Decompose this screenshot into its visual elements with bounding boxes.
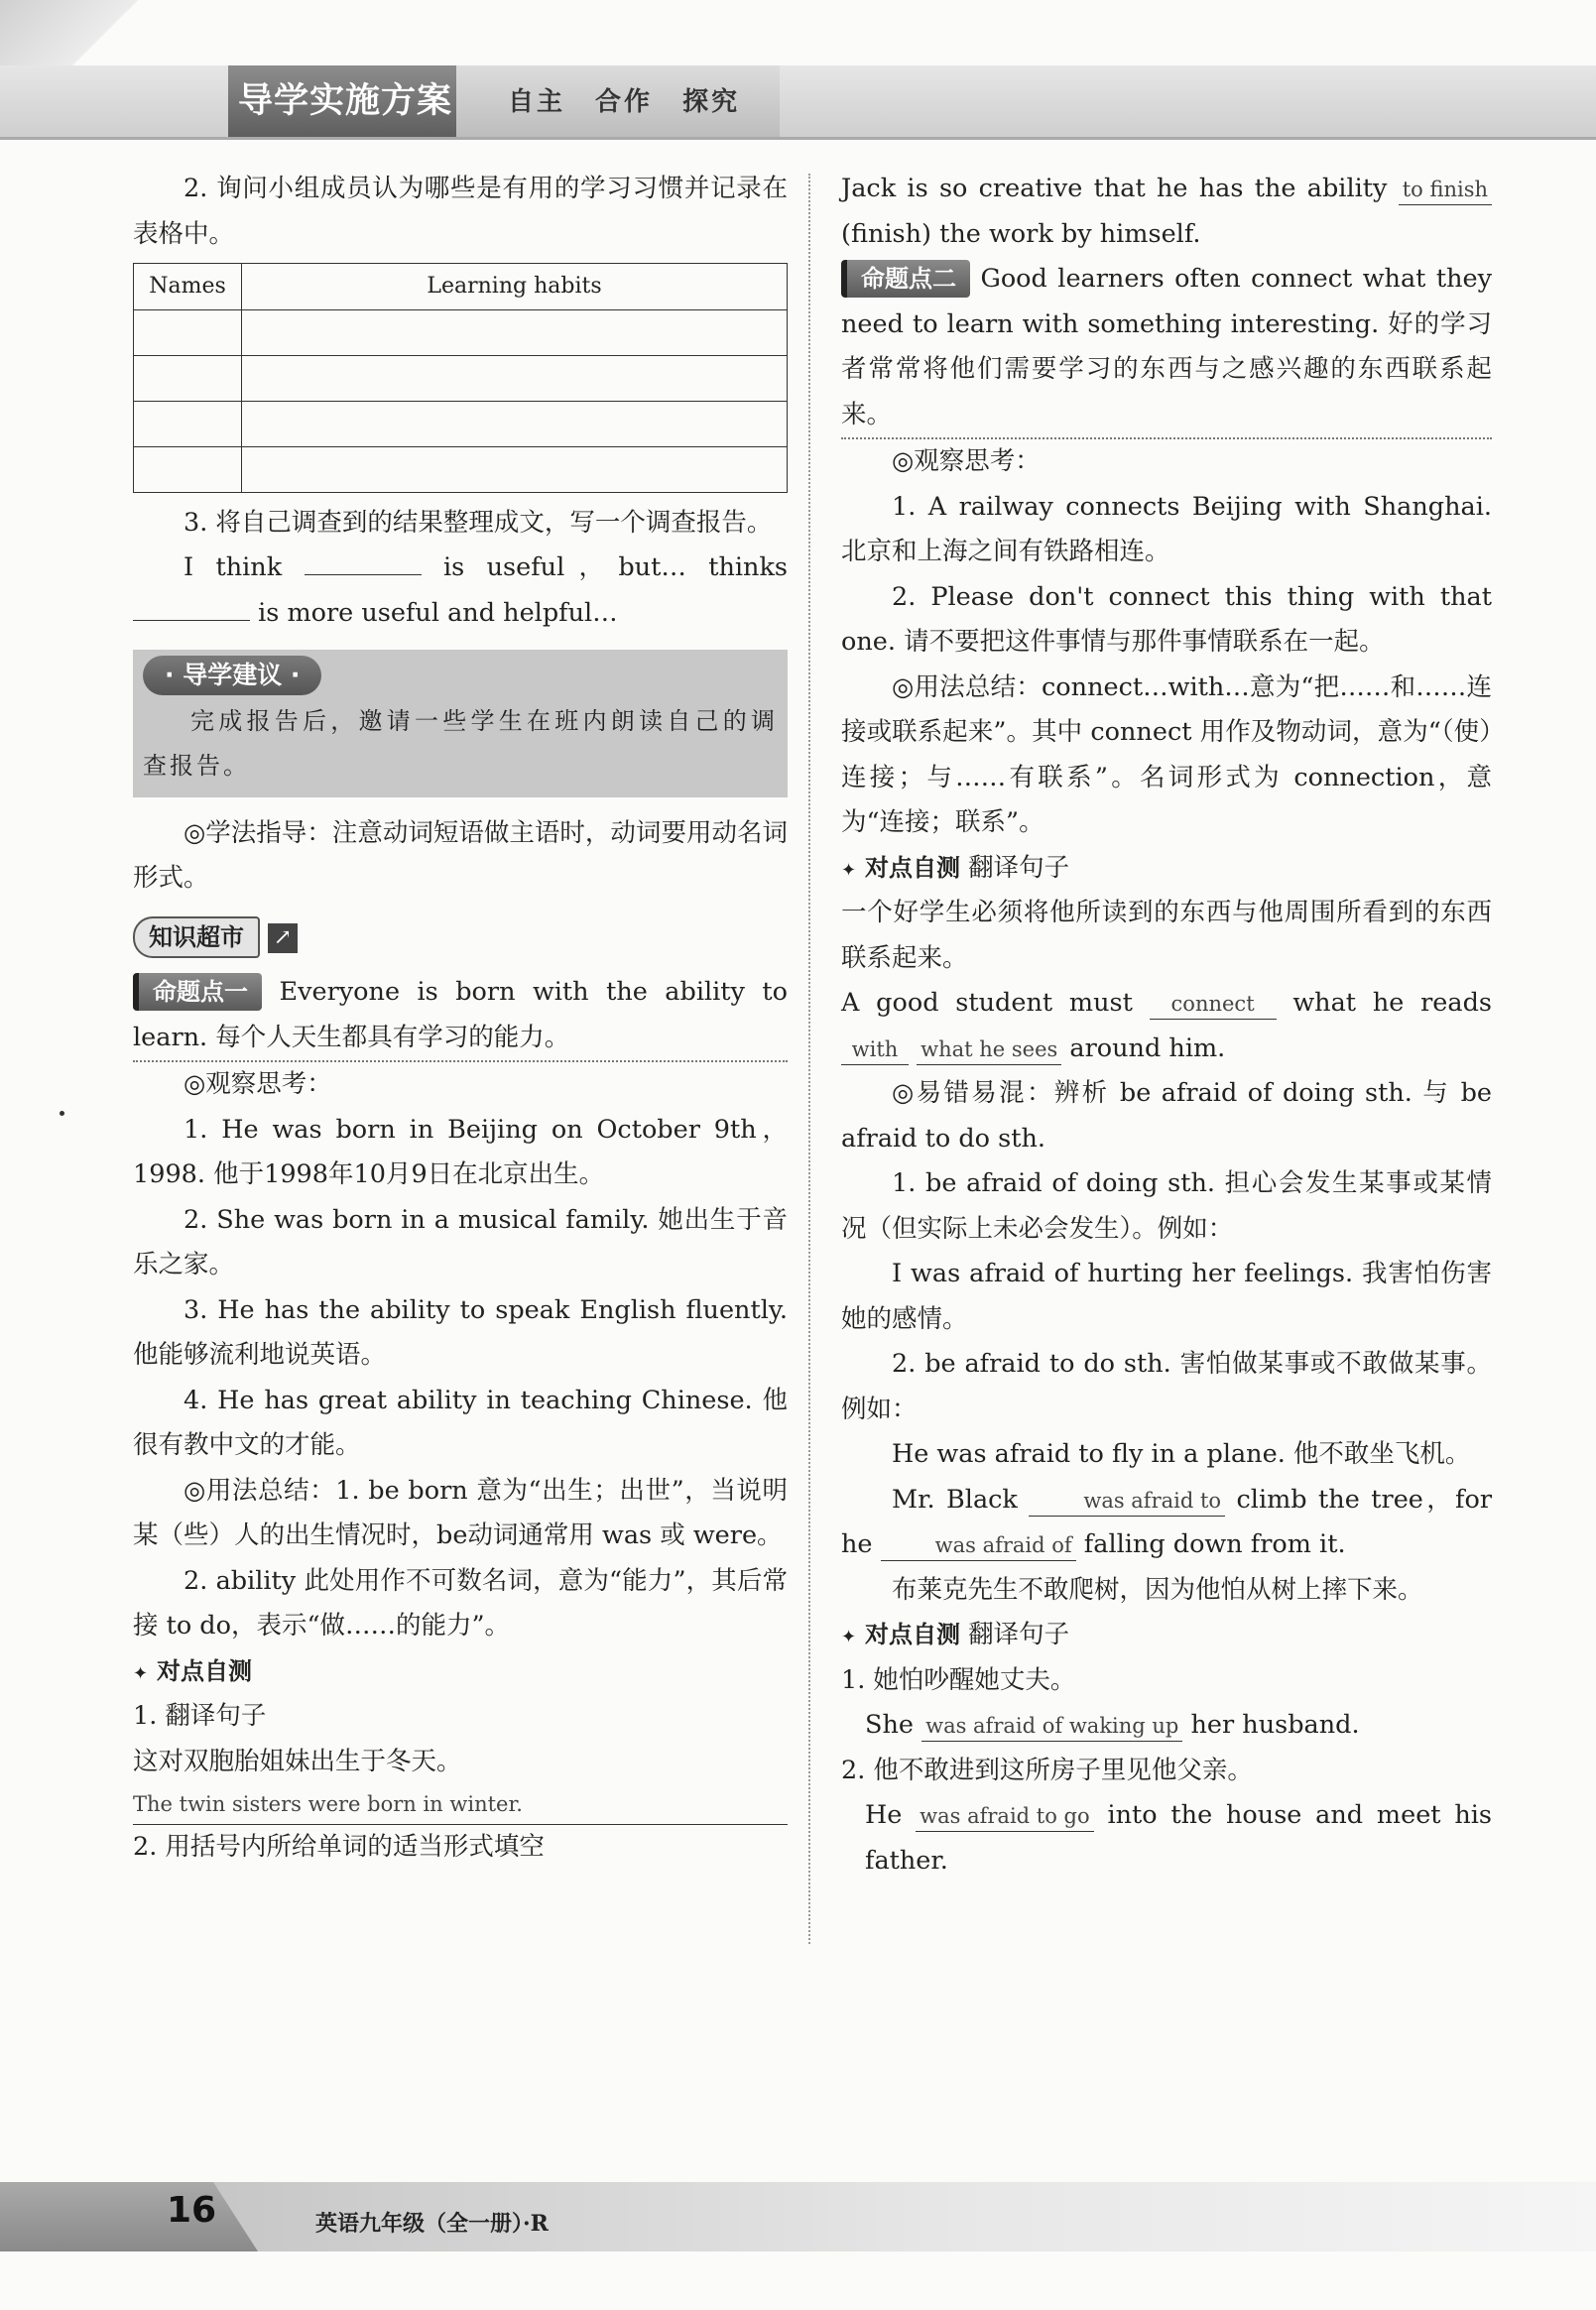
q1-text-a: She [865,1710,914,1740]
report-template [133,546,788,636]
table-row [134,309,788,355]
fill-text-a: Jack is so creative that he has the ability [841,174,1388,203]
report-blank-2[interactable] [133,620,250,621]
task-1-cn: 这对双胞胎姐妹出生于冬天。 [133,1746,462,1776]
sparkle-icon: ✦ [133,1662,149,1684]
table-cell[interactable] [242,401,788,446]
table-cell[interactable] [242,446,788,492]
usage-2: 2. ability 此处用作不可数名词，意为“能力”，其后常接 to do，表示“做……的能力”。 [133,1565,788,1641]
black-sentence [841,1478,1492,1568]
selftest-subtitle-2: 翻译句子 [968,1620,1070,1649]
fill-exercise [841,167,1492,257]
example-1: 1. He was born in Beijing on October 9th，1998. 他于1998年10月9日在北京出生。 [133,1114,788,1189]
selftest-row [133,1649,788,1695]
selftest-tag-3: 对点自测 [865,1621,960,1648]
q1-answer[interactable]: was afraid of waking up [921,1711,1182,1742]
table-cell[interactable] [134,309,242,355]
report-text-a: I think [184,552,283,582]
question-r2: 2. 他不敢进到这所房子里见他父亲。 [841,1755,1253,1785]
header-title: 导学实施方案 [238,81,453,121]
b-text-c: falling down from it. [1083,1529,1346,1559]
observe-heading-2: ◎观察思考： [892,446,1041,476]
method-guide: ◎学法指导：注意动词短语做主语时，动词要用动名词形式。 [133,817,788,893]
example-r1: 1. A railway connects Beijing with Shanghai. 北京和上海之间有铁路相连。 [841,491,1492,566]
header-modes: 自主 合作 探究 [508,87,741,117]
footer-book-title: 英语九年级（全一册）·R [315,2211,549,2237]
usage-1: ◎用法总结：1. be born 意为“出生；出世”，当说明某（些）人的出生情况时，be动词通常用 was 或 were。 [133,1475,788,1550]
b-answer-2[interactable]: was afraid of [881,1530,1076,1561]
confuse-heading: ◎易错易混：辨析 be afraid of doing sth. 与 be afraid to do sth. [841,1078,1492,1154]
example-3: 3. He has the ability to speak English fluently. 他能够流利地说英语。 [133,1294,788,1370]
q2-answer[interactable]: was afraid to go [916,1801,1093,1832]
point-2-cn: 好的学习者常常将他们需要学习的东西与之感兴趣的东西联系起来。 [841,308,1492,429]
header-rule [0,137,1596,140]
table-cell[interactable] [242,355,788,401]
question-2: 2. 询问小组成员认为哪些是有用的学习习惯并记录在表格中。 [133,174,788,249]
tip-label: · 导学建议 · [143,656,321,695]
q1-text-b: her husband. [1190,1710,1360,1740]
s1-text-a: A good student must [841,988,1133,1018]
tip-box [133,650,788,797]
confuse-2-example: He was afraid to fly in a plane. 他不敢坐飞机。 [892,1439,1471,1469]
page-number: 16 [167,2190,217,2231]
table-row [134,355,788,401]
sentence-1 [841,981,1492,1071]
task-1: 1. 翻译句子 [133,1701,267,1731]
stray-dot [60,1111,64,1116]
selftest-tag: 对点自测 [157,1656,252,1685]
question-r1-fill [841,1703,1492,1749]
fill-text-b: (finish) the work by himself. [841,218,1201,249]
footer-page-tab [0,2182,258,2251]
black-sentence-cn: 布莱克先生不敢爬树，因为他怕从树上摔下来。 [892,1574,1423,1605]
s1-answer-3[interactable]: what he sees [917,1034,1061,1065]
table-cell[interactable] [134,355,242,401]
s1-text-b: what he reads [1292,988,1492,1018]
s1-text-c: around him. [1069,1033,1226,1063]
left-column [133,167,788,1871]
s1-answer-2[interactable]: with [841,1034,909,1065]
selftest-subtitle: 翻译句子 [968,852,1070,883]
tip-text: 完成报告后，邀请一些学生在班内朗读自己的调查报告。 [143,706,778,780]
q2-text-b: into the house and meet his father. [865,1800,1493,1876]
habits-table [133,263,788,493]
point-2-tag: 命题点二 [841,260,970,298]
table-header-row [134,264,788,310]
confuse-2: 2. be afraid to do sth. 害怕做某事或不敢做某事。例如： [841,1349,1492,1424]
right-column [841,167,1492,1884]
table-cell[interactable] [134,401,242,446]
sparkle-icon: ✦ [841,1627,857,1647]
point-2-en: Good learners often connect what they need to learn with something interesting. [841,264,1493,339]
question-3: 3. 将自己调查到的结果整理成文，写一个调查报告。 [184,507,773,538]
table-row [134,401,788,446]
selftest-tag-2: 对点自测 [865,853,960,882]
question-r2-fill [841,1793,1492,1884]
example-4: 4. He has great ability in teaching Chinese. 他很有教中文的才能。 [133,1385,788,1460]
point-2 [841,257,1492,439]
habits-header: Learning habits [242,264,788,310]
sentence-1-cn: 一个好学生必须将他所读到的东西与他周围所看到的东西联系起来。 [841,898,1492,973]
report-text-b: is useful，but… thinks [442,552,788,582]
table-cell[interactable] [134,446,242,492]
point-1-en: Everyone is born with the ability to learn. [133,977,788,1052]
observe-heading: ◎观察思考： [184,1069,332,1099]
arrow-icon: ↗ [268,923,298,953]
q2-text-a: He [865,1800,903,1830]
confuse-1: 1. be afraid of doing sth. 担心会发生某事或某情况（但实际上未必会发生）。例如： [841,1168,1492,1244]
b-answer-1[interactable]: was afraid to [1029,1486,1225,1517]
example-2: 2. She was born in a musical family. 她出生于音乐之家。 [133,1204,788,1279]
selftest-row-3 [841,1613,1492,1658]
market-tag: 知识超市 [133,916,260,958]
point-1 [133,970,788,1062]
sparkle-icon: ✦ [841,859,857,881]
fill-answer[interactable]: to finish [1399,175,1492,205]
table-row [134,446,788,492]
names-header: Names [134,264,242,310]
b-text-b: climb the tree，for he [841,1484,1493,1559]
report-text-c: is more useful and helpful… [258,597,618,628]
b-text-a: Mr. Black [892,1484,1018,1515]
question-r1: 1. 她怕吵醒她丈夫。 [841,1664,1076,1695]
report-blank-1[interactable] [305,574,422,575]
point-1-cn: 每个人天生都具有学习的能力。 [215,1022,570,1052]
point-1-tag: 命题点一 [133,973,262,1011]
market-tag-row [133,915,788,961]
s1-answer-1[interactable]: connect [1150,989,1277,1020]
table-cell[interactable] [242,309,788,355]
task-1-answer[interactable]: The twin sisters were born in winter. [133,1784,788,1825]
confuse-1-example: I was afraid of hurting her feelings. 我害怕伤害她的感情。 [841,1259,1492,1334]
column-divider [808,174,810,1944]
selftest-row-2 [841,846,1492,892]
usage-connect: ◎用法总结：connect…with…意为“把……和……连接或联系起来”。其中 connect 用作及物动词，意为“（使）连接；与……有联系”。名词形式为 connection，意为“连接；联系”。 [841,671,1492,837]
example-r2: 2. Please don't connect this thing with that one. 请不要把这件事情与那件事情联系在一起。 [841,581,1492,657]
task-2: 2. 用括号内所给单词的适当形式填空 [133,1832,545,1862]
